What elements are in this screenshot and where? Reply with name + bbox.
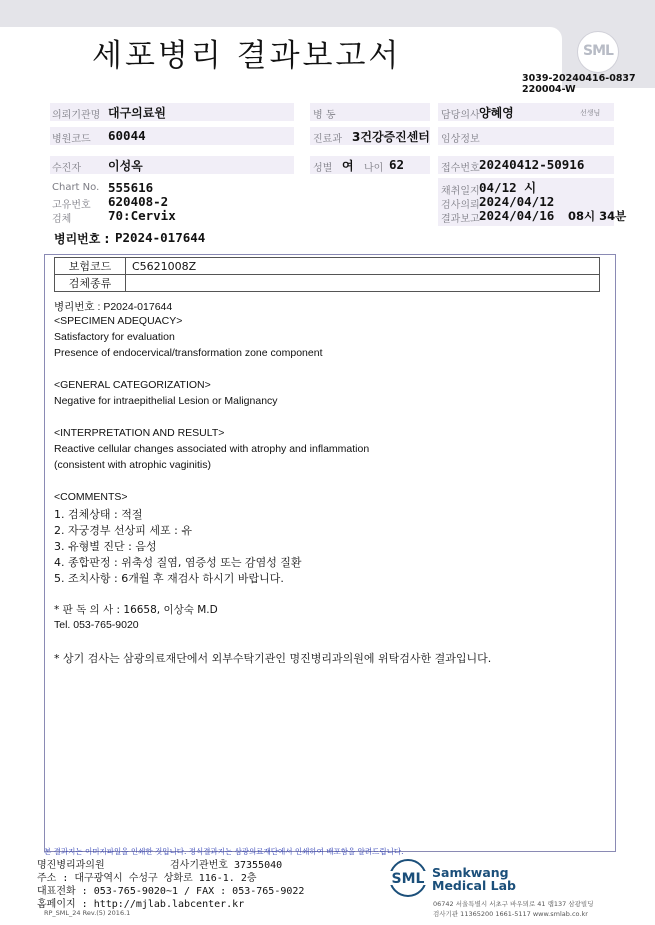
image-copy-notice: 본 결과지는 이미지파일을 인쇄한 것입니다. 정식결과지는 삼광의료재단에서 인쇄하여 배포함을 알려드립니다. bbox=[44, 847, 404, 856]
clinical-info-label: 임상정보 bbox=[441, 134, 480, 145]
report-id bbox=[522, 73, 636, 95]
general-line-1: Negative for intraepithelial Lesion or Malignancy bbox=[54, 395, 278, 407]
reader-line: * 판 독 의 사 : 16658, 이상숙 M.D bbox=[54, 604, 218, 616]
svg-text:SML: SML bbox=[391, 871, 425, 887]
adequacy-heading: <SPECIMEN ADEQUACY> bbox=[54, 315, 183, 327]
brand-name bbox=[432, 866, 516, 892]
receipt-label: 접수번호 bbox=[441, 163, 480, 174]
specimen-value: 70:Cervix bbox=[108, 208, 176, 223]
specimen-label: 검체 bbox=[52, 214, 72, 225]
age-label: 나이 bbox=[364, 163, 384, 174]
doctor-label: 담당의사 bbox=[441, 110, 480, 121]
outsourcing-note: * 상기 검사는 삼광의료재단에서 외부수탁기관인 명진병리과의원에 위탁검사한 결과입니다. bbox=[54, 652, 492, 665]
institution-value: 대구의료원 bbox=[108, 106, 166, 120]
comment-2: 2. 자궁경부 선상피 세포 : 유 bbox=[54, 524, 192, 537]
adequacy-line-2: Presence of endocervical/transformation zone component bbox=[54, 347, 323, 359]
reported-label: 결과보고 bbox=[441, 214, 480, 225]
tel-line: Tel. 053-765-9020 bbox=[54, 619, 139, 631]
pathology-no-label: 병리번호 : bbox=[54, 232, 110, 246]
brand-line-2: Medical Lab bbox=[432, 878, 516, 893]
comment-1: 1. 검체상태 : 적절 bbox=[54, 508, 143, 521]
specimen-type-label: 검체종류 bbox=[55, 275, 126, 292]
comment-5: 5. 조치사항 : 6개월 후 재검사 하시기 바랍니다. bbox=[54, 572, 284, 585]
requested-value: 2024/04/12 bbox=[479, 194, 555, 209]
collected-value: 04/12 시 bbox=[479, 180, 537, 195]
clinic-address: 주소 : 대구광역시 수성구 상화로 116-1. 2층 bbox=[37, 873, 257, 884]
comments-heading: <COMMENTS> bbox=[54, 491, 128, 503]
doctor-suffix: 선생님 bbox=[580, 109, 601, 117]
unique-value: 620408-2 bbox=[108, 194, 169, 209]
reported-time: 08시 34분 bbox=[568, 209, 627, 223]
general-heading: <GENERAL CATEGORIZATION> bbox=[54, 379, 211, 391]
interp-line-1: Reactive cellular changes associated with atrophy and inflammation bbox=[54, 443, 370, 455]
pathology-no-value: P2024-017644 bbox=[115, 230, 206, 245]
sex-value: 여 bbox=[342, 159, 354, 173]
report-pathology-line: 병리번호 : P2024-017644 bbox=[54, 301, 173, 313]
brand-address: 06742 서울특별시 서초구 바우뫼로 41 랩137 삼광빌딩 bbox=[433, 900, 594, 908]
doctor-value: 양혜영 bbox=[479, 106, 514, 120]
insurance-code-value: C5621008Z bbox=[126, 258, 600, 275]
table-row bbox=[55, 275, 600, 292]
requested-label: 검사의뢰 bbox=[441, 200, 480, 211]
form-code: RP_SML_24 Rev.(5) 2016.1 bbox=[44, 909, 131, 917]
sml-logo-icon bbox=[386, 858, 430, 898]
hospital-code-value: 60044 bbox=[108, 128, 146, 143]
department-label: 진료과 bbox=[313, 134, 342, 145]
receipt-value: 20240412-50916 bbox=[479, 157, 585, 172]
report-title: 세포병리 결과보고서 bbox=[92, 38, 402, 74]
ward-label: 병 동 bbox=[313, 110, 336, 121]
clinic-number: 검사기관번호 37355040 bbox=[170, 860, 283, 871]
hospital-code-label: 병원코드 bbox=[52, 134, 91, 145]
clinic-name: 명진병리과의원 bbox=[37, 860, 105, 871]
age-value: 62 bbox=[389, 157, 405, 172]
department-value: 3건강증진센터 bbox=[352, 130, 430, 144]
row-shade bbox=[50, 156, 294, 174]
chart-label: Chart No. bbox=[52, 182, 100, 193]
brand-line-1: Samkwang bbox=[432, 865, 509, 880]
interp-heading: <INTERPRETATION AND RESULT> bbox=[54, 427, 225, 439]
table-row bbox=[55, 258, 600, 275]
reported-date: 2024/04/16 bbox=[479, 208, 555, 223]
collected-label: 채취일지 bbox=[441, 186, 480, 197]
report-id-line2: 220004-W bbox=[522, 84, 576, 95]
adequacy-line-1: Satisfactory for evaluation bbox=[54, 331, 175, 343]
comment-4: 4. 종합판정 : 위축성 질염, 염증성 또는 감염성 질환 bbox=[54, 556, 302, 569]
specimen-type-value bbox=[126, 275, 600, 292]
patient-value: 이성옥 bbox=[108, 159, 143, 173]
institution-label: 의뢰기관명 bbox=[52, 110, 101, 121]
sex-label: 성별 bbox=[313, 163, 333, 174]
interp-line-2: (consistent with atrophic vaginitis) bbox=[54, 459, 211, 471]
unique-label: 고유번호 bbox=[52, 200, 91, 211]
chart-value: 555616 bbox=[108, 180, 154, 195]
brand-contact: 검사기관 11365200 1661-5117 www.smlab.co.kr bbox=[433, 910, 588, 918]
clinic-homepage: 홈페이지 : http://mjlab.labcenter.kr bbox=[37, 899, 245, 910]
comment-3: 3. 유형별 진단 : 음성 bbox=[54, 540, 157, 553]
sml-logo-badge bbox=[578, 32, 618, 72]
report-id-line1: 3039-20240416-0837 bbox=[522, 73, 636, 84]
insurance-code-label: 보험코드 bbox=[55, 258, 126, 275]
clinic-phone: 대표전화 : 053-765-9020~1 / FAX : 053-765-9022 bbox=[37, 886, 305, 897]
patient-label: 수진자 bbox=[52, 163, 81, 174]
code-table bbox=[54, 257, 600, 292]
logo-text: SML bbox=[583, 43, 613, 59]
